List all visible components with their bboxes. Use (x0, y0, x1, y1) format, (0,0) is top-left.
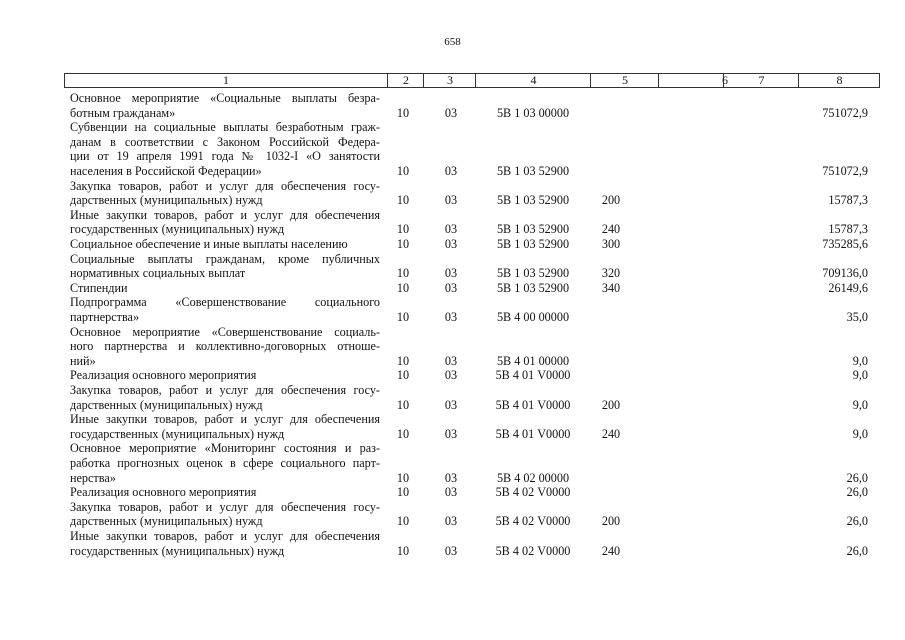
description-line: Основное мероприятие «Мониторинг состояния и раз- (70, 441, 380, 456)
row-description (70, 412, 380, 441)
description-line: Иные закупки товаров, работ и услуг для обеспечения (70, 412, 380, 427)
header-col-6: 6 (658, 74, 791, 87)
description-line: Социальное обеспечение и иные выплаты населению (70, 237, 348, 251)
table-row (0, 485, 905, 500)
cell-c2: 10 (396, 353, 410, 368)
cell-c5: 240 (601, 222, 621, 237)
description-line: Иные закупки товаров, работ и услуг для обеспечения (70, 529, 380, 543)
description-line: нерства» (70, 470, 116, 485)
cell-c2: 10 (396, 397, 410, 412)
cell-c2: 10 (396, 193, 410, 208)
cell-c5: 240 (601, 543, 621, 558)
table-row (0, 529, 905, 558)
cell-c3: 03 (444, 163, 458, 178)
cell-c2: 10 (396, 222, 410, 237)
row-description (70, 120, 380, 178)
table-row (0, 441, 905, 485)
cell-c4: 5В 4 02 00000 (496, 470, 570, 485)
description-line: Закупка товаров, работ и услуг для обеспечения госу- (70, 383, 380, 397)
cell-c4: 5В 1 03 52900 (496, 193, 570, 208)
header-col-7: 7 (723, 74, 799, 87)
description-line: дарственных (муниципальных) нужд (70, 514, 263, 529)
table-row (0, 368, 905, 383)
cell-c8: 15787,3 (828, 222, 868, 237)
cell-c4: 5В 1 03 52900 (496, 237, 570, 251)
cell-c2: 10 (396, 280, 410, 295)
row-description (70, 91, 380, 120)
table-row (0, 325, 905, 369)
cell-c4: 5В 4 02 V0000 (495, 485, 571, 500)
cell-c2: 10 (396, 426, 410, 441)
description-line: Субвенции на социальные выплаты безработным граж- (70, 120, 380, 135)
cell-c4: 5В 4 01 V0000 (495, 426, 571, 441)
table-row (0, 237, 905, 252)
cell-c2: 10 (396, 470, 410, 485)
cell-c3: 03 (444, 426, 458, 441)
description-line: ботным гражданам» (70, 105, 176, 120)
description-line: дарственных (муниципальных) нужд (70, 193, 263, 208)
cell-c3: 03 (444, 397, 458, 412)
row-description (70, 208, 380, 237)
description-line: Закупка товаров, работ и услуг для обеспечения госу- (70, 178, 380, 193)
cell-c3: 03 (444, 368, 458, 383)
cell-c2: 10 (396, 485, 410, 500)
cell-c3: 03 (444, 105, 458, 120)
cell-c3: 03 (444, 470, 458, 485)
description-line: ний» (70, 353, 96, 368)
row-description (70, 529, 380, 558)
cell-c3: 03 (444, 309, 458, 324)
cell-c2: 10 (396, 105, 410, 120)
row-description (70, 325, 380, 369)
table-row (0, 412, 905, 441)
cell-c4: 5В 1 03 00000 (496, 105, 570, 120)
cell-c2: 10 (396, 514, 410, 529)
description-line: Социальные выплаты гражданам, кроме публичных (70, 251, 380, 266)
cell-c8: 26,0 (846, 514, 868, 529)
table-row (0, 295, 905, 324)
description-line: населения в Российской Федерации» (70, 163, 262, 178)
cell-c4: 5В 1 03 52900 (496, 266, 570, 281)
cell-c2: 10 (396, 543, 410, 558)
table-row (0, 383, 905, 412)
table-row (0, 252, 905, 281)
row-description (70, 485, 380, 500)
header-col-5: 5 (590, 74, 659, 87)
cell-c8: 709136,0 (822, 266, 868, 281)
description-line: государственных (муниципальных) нужд (70, 543, 285, 558)
row-description (70, 237, 380, 252)
description-line: Реализация основного мероприятия (70, 485, 257, 500)
description-line: работка прогнозных оценок в сфере социального парт- (70, 455, 380, 470)
cell-c4: 5В 4 01 00000 (496, 353, 570, 368)
cell-c8: 751072,9 (822, 163, 868, 178)
cell-c4: 5В 1 03 52900 (496, 222, 570, 237)
row-description (70, 179, 380, 208)
cell-c4: 5В 4 02 V0000 (495, 514, 571, 529)
table-row (0, 281, 905, 296)
cell-c5: 320 (601, 266, 621, 281)
table-row (0, 500, 905, 529)
cell-c8: 26149,6 (828, 280, 868, 295)
description-line: нормативных социальных выплат (70, 266, 246, 281)
cell-c8: 735285,6 (822, 237, 868, 251)
cell-c8: 26,0 (846, 485, 868, 500)
cell-c3: 03 (444, 237, 458, 251)
cell-c4: 5В 4 01 V0000 (495, 368, 571, 383)
description-line: государственных (муниципальных) нужд (70, 426, 285, 441)
cell-c3: 03 (444, 266, 458, 281)
header-col-4: 4 (475, 74, 591, 87)
table-row (0, 179, 905, 208)
row-description (70, 441, 380, 485)
cell-c8: 26,0 (846, 543, 868, 558)
row-description (70, 295, 380, 324)
cell-c8: 9,0 (852, 353, 868, 368)
description-line: партнерства» (70, 309, 140, 324)
description-line: данам в соответствии с Законом Российской Федера- (70, 134, 380, 149)
table-row (0, 120, 905, 178)
table-row (0, 91, 905, 120)
description-line: Закупка товаров, работ и услуг для обеспечения госу- (70, 499, 380, 514)
header-col-1: 1 (223, 73, 229, 87)
cell-c8: 9,0 (852, 426, 868, 441)
cell-c8: 35,0 (846, 309, 868, 324)
cell-c3: 03 (444, 514, 458, 529)
cell-c8: 9,0 (852, 368, 868, 383)
cell-c5: 200 (601, 514, 621, 529)
cell-c8: 9,0 (852, 397, 868, 412)
cell-c5: 200 (601, 397, 621, 412)
row-description (70, 281, 380, 296)
cell-c5: 240 (601, 426, 621, 441)
cell-c4: 5В 4 00 00000 (496, 309, 570, 324)
description-line: Подпрограмма «Совершенствование социального (70, 295, 380, 310)
cell-c4: 5В 4 01 V0000 (495, 397, 571, 412)
header-col-2: 2 (387, 74, 424, 87)
cell-c8: 15787,3 (828, 193, 868, 208)
cell-c3: 03 (444, 485, 458, 500)
description-line: Основное мероприятие «Совершенствование социаль- (70, 324, 380, 339)
cell-c5: 200 (601, 193, 621, 208)
row-description (70, 500, 380, 529)
description-line: государственных (муниципальных) нужд (70, 222, 285, 237)
cell-c4: 5В 1 03 52900 (496, 163, 570, 178)
table-row (0, 208, 905, 237)
cell-c5: 300 (601, 237, 621, 251)
row-description (70, 383, 380, 412)
cell-c3: 03 (444, 222, 458, 237)
cell-c2: 10 (396, 368, 410, 383)
description-line: Основное мероприятие «Социальные выплаты безра- (70, 91, 380, 105)
page-number: 658 (444, 36, 461, 48)
cell-c2: 10 (396, 237, 410, 251)
description-line: Реализация основного мероприятия (70, 368, 257, 383)
row-description (70, 368, 380, 383)
cell-c2: 10 (396, 163, 410, 178)
description-line: ции от 19 апреля 1991 года № 1032-I «О занятости (70, 149, 380, 164)
cell-c5: 340 (601, 280, 621, 295)
cell-c8: 26,0 (846, 470, 868, 485)
cell-c2: 10 (396, 309, 410, 324)
row-description (70, 252, 380, 281)
header-col-8: 8 (798, 74, 880, 87)
description-line: Стипендии (70, 280, 128, 295)
description-line: дарственных (муниципальных) нужд (70, 397, 263, 412)
cell-c2: 10 (396, 266, 410, 281)
cell-c3: 03 (444, 353, 458, 368)
description-line: Иные закупки товаров, работ и услуг для обеспечения (70, 207, 380, 222)
cell-c3: 03 (444, 543, 458, 558)
cell-c4: 5В 1 03 52900 (496, 280, 570, 295)
cell-c3: 03 (444, 280, 458, 295)
header-col-3: 3 (423, 74, 476, 87)
description-line: ного партнерства и коллективно-договорных отноше- (70, 339, 380, 354)
cell-c8: 751072,9 (822, 105, 868, 120)
cell-c4: 5В 4 02 V0000 (495, 543, 571, 558)
cell-c3: 03 (444, 193, 458, 208)
